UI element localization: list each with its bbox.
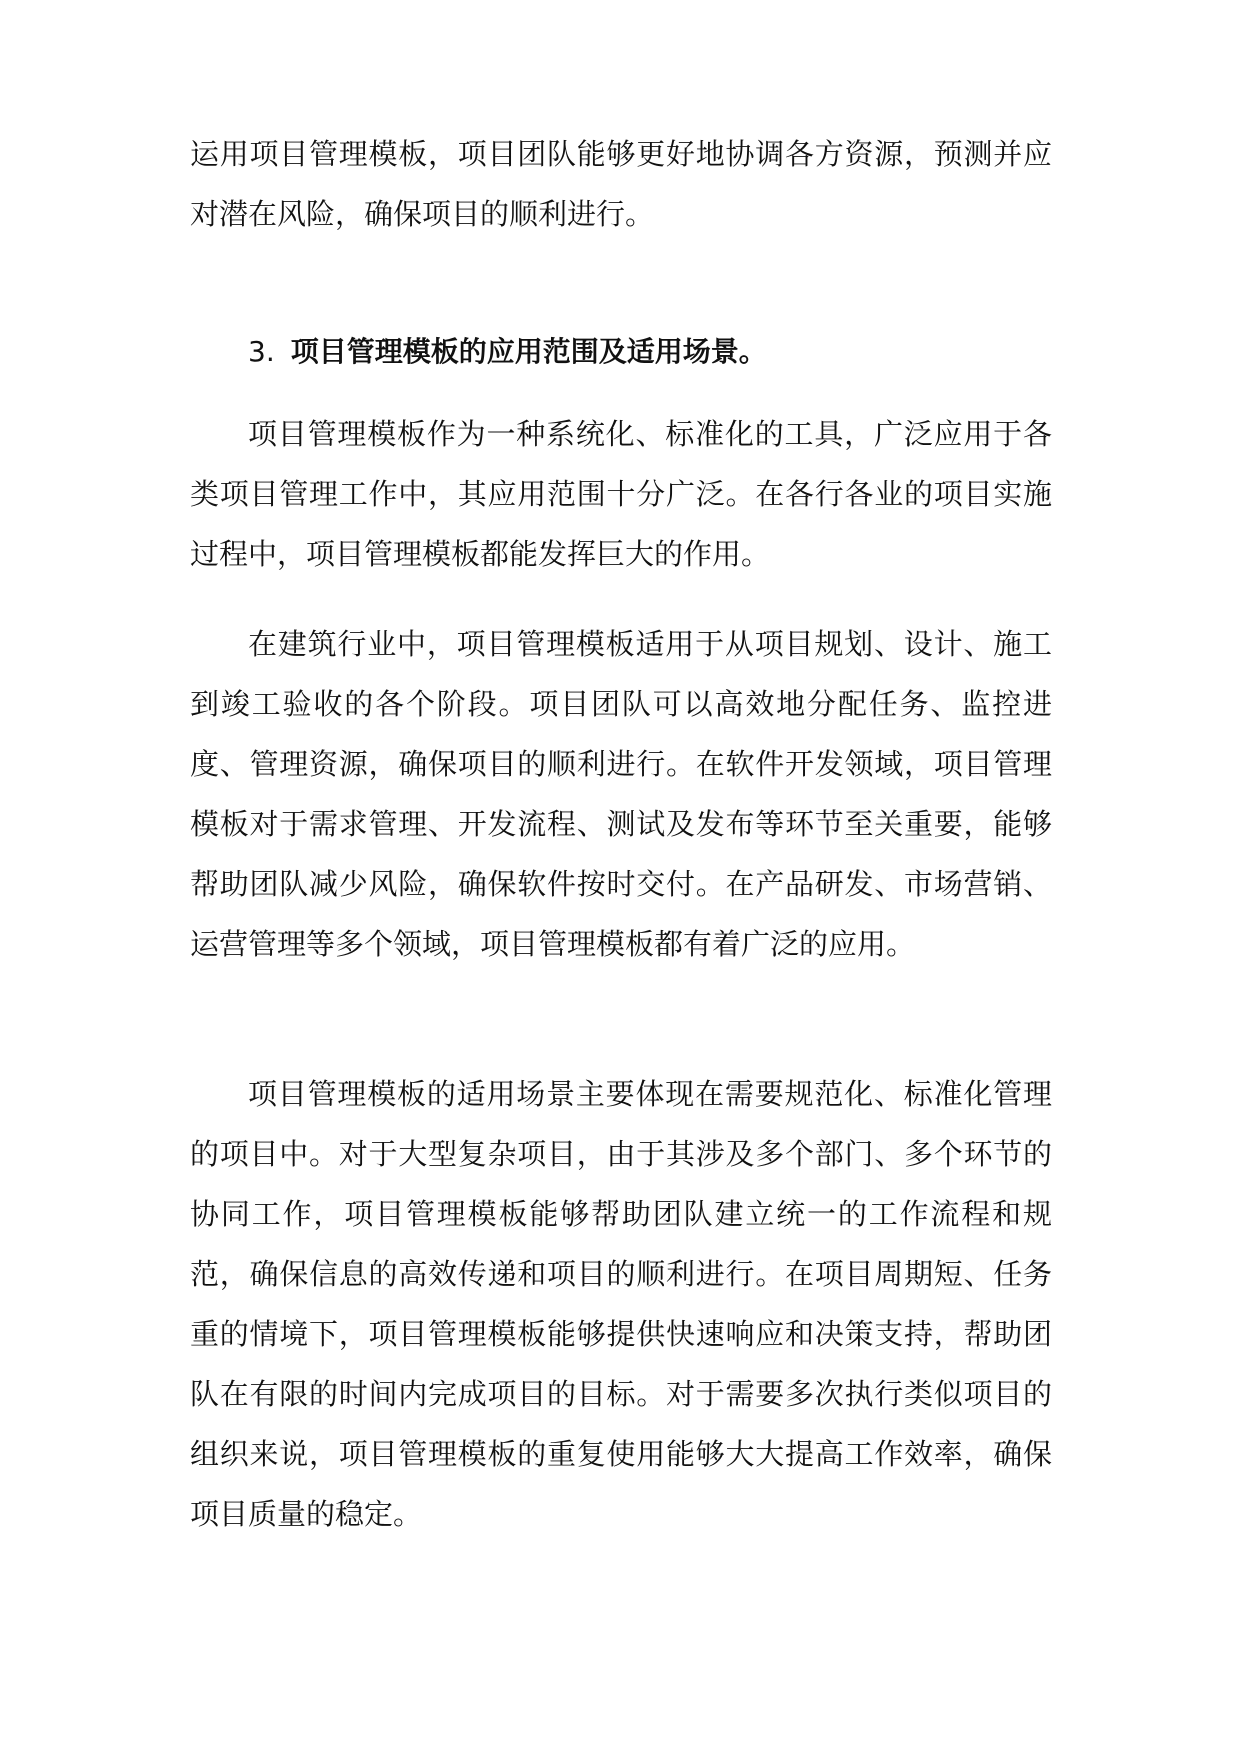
paragraph-applicable-scenarios: 项目管理模板的适用场景主要体现在需要规范化、标准化管理的项目中。对于大型复杂项目，由于其涉及多个部门、多个环节的协同工作，项目管理模板能够帮助团队建立统一的工作流程和规范，确保信息的高效传递和项目的顺利进行。在项目周期短、任务重的情境下，项目管理模板能够提供快速响应和决策支持，帮助团队在有限的时间内完成项目的目标。对于需要多次执行类似项目的组织来说，项目管理模板的重复使用能够大大提高工作效率，确保项目质量的稳定。 xyxy=(190,1077,1052,1531)
section-title: 项目管理模板的应用范围及适用场景。 xyxy=(290,335,767,368)
section-heading xyxy=(248,322,1052,382)
paragraph-industry-examples: 在建筑行业中，项目管理模板适用于从项目规划、设计、施工到竣工验收的各个阶段。项目团队可以高效地分配任务、监控进度、管理资源，确保项目的顺利进行。在软件开发领域，项目管理模板对于需求管理、开发流程、测试及发布等环节至关重要，能够帮助团队减少风险，确保软件按时交付。在产品研发、市场营销、运营管理等多个领域，项目管理模板都有着广泛的应用。 xyxy=(190,627,1052,961)
paragraph-application-scope: 项目管理模板作为一种系统化、标准化的工具，广泛应用于各类项目管理工作中，其应用范围十分广泛。在各行各业的项目实施过程中，项目管理模板都能发挥巨大的作用。 xyxy=(190,417,1052,571)
paragraph-resource-coordination: 运用项目管理模板，项目团队能够更好地协调各方资源，预测并应对潜在风险，确保项目的顺利进行。 xyxy=(190,137,1052,231)
section-number: 3. xyxy=(248,335,275,368)
